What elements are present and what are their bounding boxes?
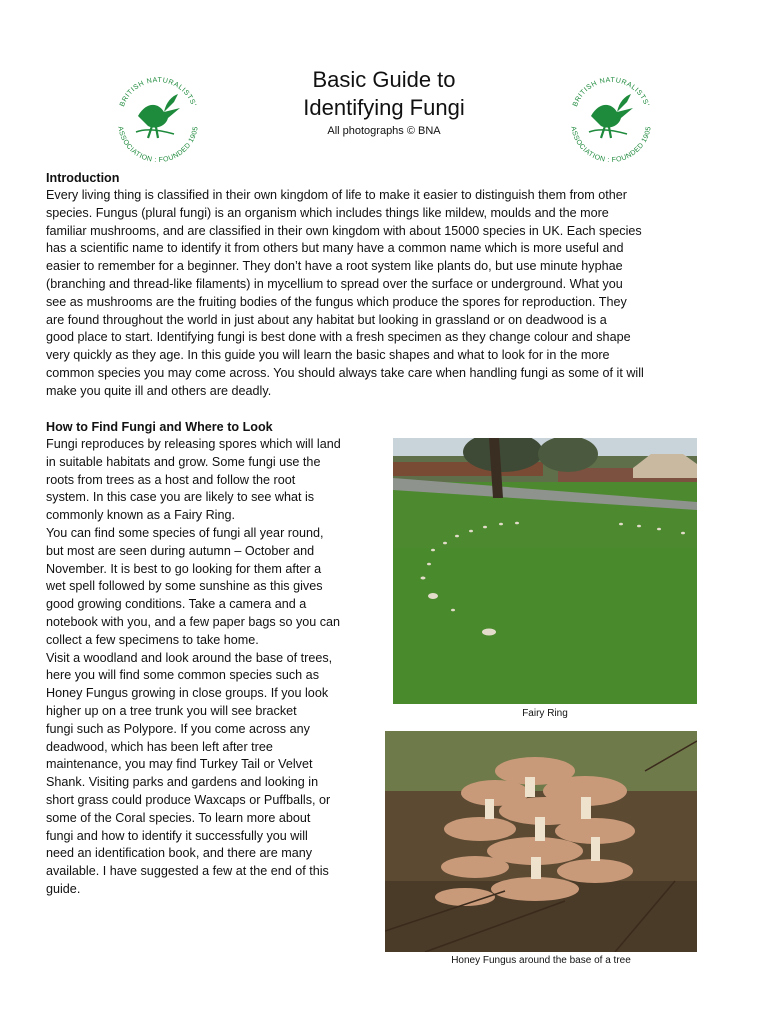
where-line: November. It is best to go looking for them after a (46, 561, 322, 576)
where-line: in suitable habitats and grow. Some fungi use the (46, 454, 321, 469)
heron-icon (136, 94, 180, 138)
where-line: Honey Fungus growing in close groups. If you look (46, 686, 329, 701)
svg-text:ASSOCIATION : FOUNDED 1905 (569, 126, 653, 162)
logo-bottom-text: ASSOCIATION : FOUNDED 1905 (116, 125, 200, 162)
where-paragraph (46, 436, 341, 899)
where-line: here you will find some common species such as (46, 668, 319, 683)
where-line: but most are seen during autumn – October and (46, 543, 315, 558)
svg-text:ASSOCIATION : FOUNDED 1905 (116, 126, 200, 162)
where-line: fungi and how to identify it successfully you will (46, 828, 308, 843)
where-line: some of the Coral species. To learn more about (46, 810, 311, 825)
intro-line: are found throughout the world in just about any habitat but looking in grassland or on deadwood is a (46, 312, 607, 327)
where-line: need an identification book, and there are many (46, 846, 313, 861)
logo-top-text: BRITISH NATURALISTS' (571, 76, 651, 108)
where-line: notebook with you, and a few paper bags so you can (46, 614, 341, 629)
where-line: maintenance, you may find Turkey Tail or Velvet (46, 757, 313, 772)
title-block (234, 66, 534, 138)
bna-logo-right (561, 72, 661, 162)
intro-line: species. Fungus (plural fungi) is an organism which includes things like mildew, moulds and the more (46, 205, 609, 220)
intro-line: see as mushrooms are the fruiting bodies of the fungus which produce the spores for reproduction. They (46, 294, 627, 309)
where-line: Fungi reproduces by releasing spores which will land (46, 437, 341, 451)
bna-logo-left (108, 72, 208, 162)
intro-line: common species you may come across. You should always take care when handling fungi as some of it will (46, 365, 644, 380)
where-line: guide. (46, 881, 81, 896)
intro-line: good place to start. Identifying fungi is best done with a fresh specimen as they change colour and shape (46, 330, 631, 345)
where-line: deadwood, which has been left after tree (46, 739, 273, 754)
heron-icon (589, 94, 633, 138)
where-line: wet spell followed by some sunshine as this gives (46, 579, 323, 594)
intro-paragraph (46, 187, 644, 401)
where-line: Visit a woodland and look around the base of trees, (46, 650, 333, 665)
svg-text:BRITISH NATURALISTS' (572, 77, 650, 108)
logo-top-text: BRITISH NATURALISTS' (118, 76, 198, 108)
page-subtitle: All photographs © BNA (327, 125, 441, 137)
where-line: Shank. Visiting parks and gardens and looking in (46, 775, 319, 790)
where-line: fungi such as Polypore. If you come across any (46, 721, 310, 736)
where-line: collect a few specimens to take home. (46, 632, 259, 647)
where-line: system. In this case you are likely to see what is (46, 490, 315, 505)
intro-line: make you quite ill and others are deadly. (46, 383, 272, 398)
intro-line: very quickly as they age. In this guide you will learn the basic shapes and what to look for in the more (46, 348, 610, 363)
intro-line: has a scientific name to identify it from others but many have a common name which is more useful and (46, 241, 624, 256)
where-line: good growing conditions. Take a camera and a (46, 597, 307, 612)
where-line: short grass could produce Waxcaps or Puffballs, or (46, 792, 331, 807)
where-heading: How to Find Fungi and Where to Look (46, 420, 273, 434)
where-line: higher up on a tree trunk you will see bracket (46, 703, 297, 718)
intro-line: Every living thing is classified in their own kingdom of life to make it easier to distinguish them from other (46, 188, 627, 202)
honey-fungus-photo (385, 731, 697, 952)
intro-heading: Introduction (46, 171, 120, 185)
intro-line: (branching and thread-like filaments) in mycellium to spread over the surface or underground. What you (46, 276, 623, 291)
logo-bottom-text: ASSOCIATION : FOUNDED 1905 (569, 125, 653, 162)
intro-line: easier to remember for a beginner. They don’t have a root system like plants do, but use minute hyphae (46, 259, 623, 274)
fairy-ring-photo (393, 438, 697, 704)
where-line: commonly known as a Fairy Ring. (46, 508, 235, 523)
page-title-line2: Identifying Fungi (303, 95, 465, 120)
fairy-ring-caption: Fairy Ring (522, 708, 568, 719)
honey-fungus-caption: Honey Fungus around the base of a tree (451, 955, 631, 966)
page-title-line1: Basic Guide to (312, 67, 456, 92)
intro-line: familiar mushrooms, and are classified in their own kingdom with about 15000 species in UK. Each species (46, 223, 642, 238)
where-line: You can find some species of fungi all year round, (46, 525, 324, 540)
svg-text:BRITISH NATURALISTS' (119, 77, 197, 108)
where-line: available. I have suggested a few at the end of this (46, 864, 329, 879)
where-line: roots from trees as a host and follow the root (46, 472, 296, 487)
